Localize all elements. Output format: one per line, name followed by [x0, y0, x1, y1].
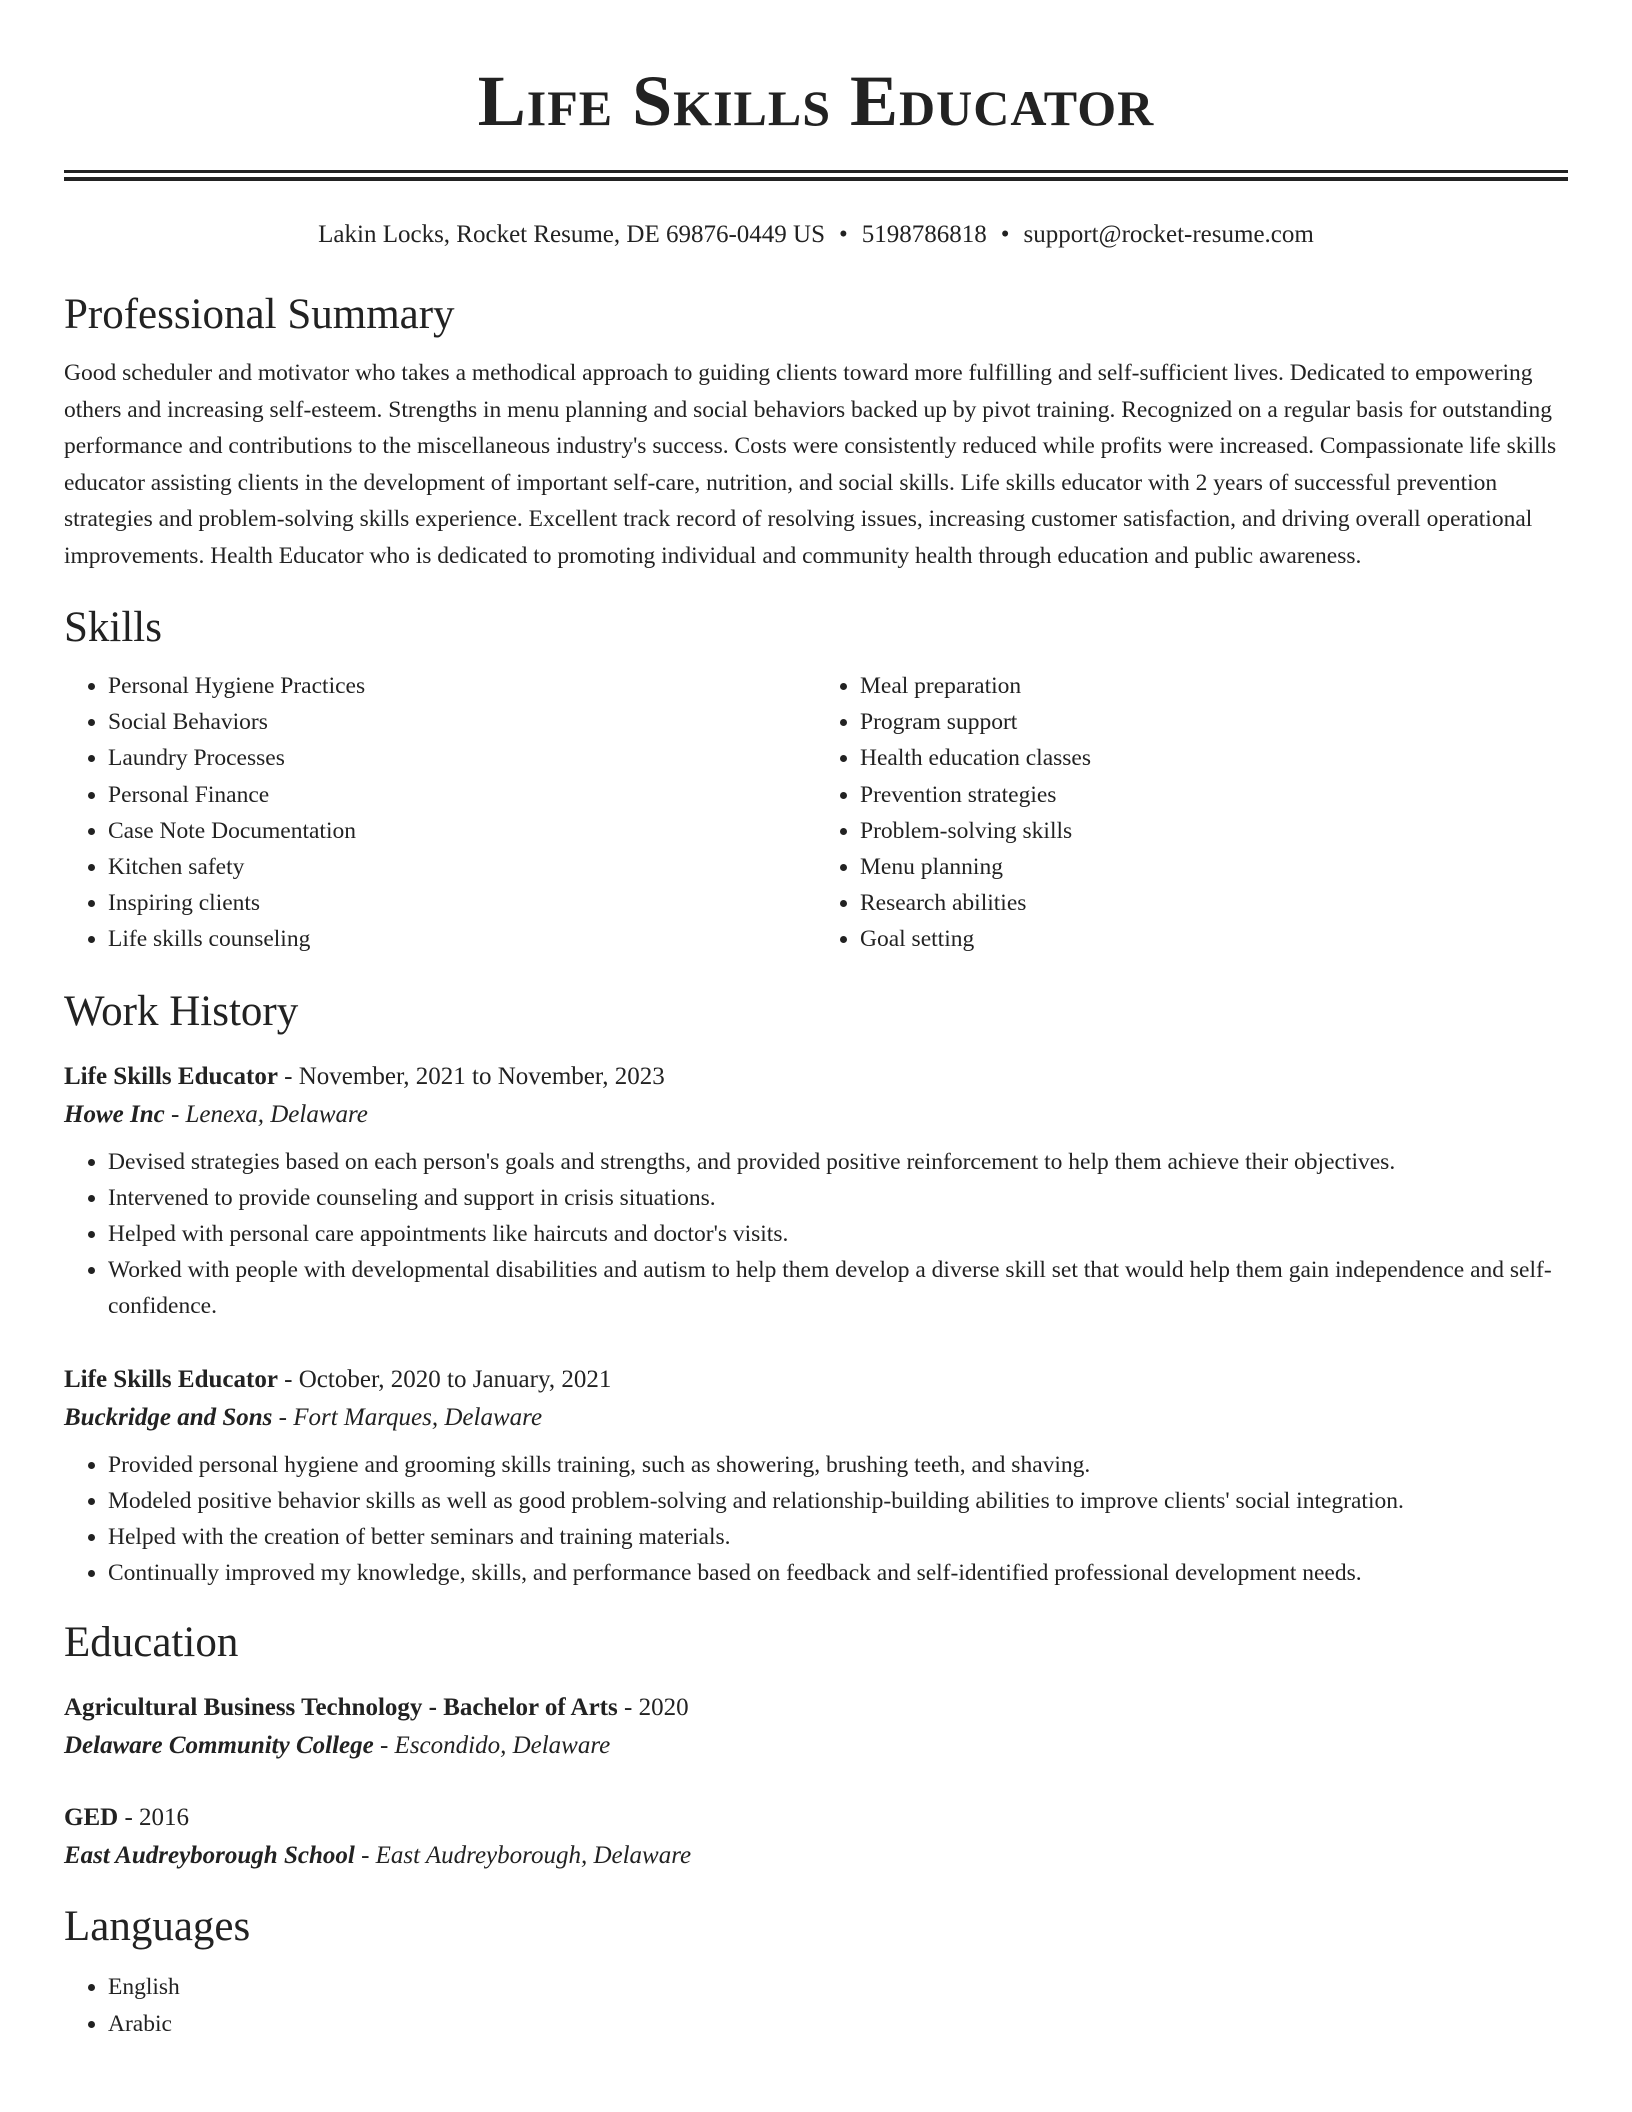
- job-entry: [64, 1058, 1568, 1325]
- education-degree-line: GED - 2016: [64, 1804, 190, 1832]
- work-history-heading: Work History: [64, 987, 299, 1035]
- education-degree-line: Agricultural Business Technology - Bachelor of Arts - 2020: [64, 1694, 689, 1722]
- contact-address: Lakin Locks, Rocket Resume, DE 69876-0449 US: [318, 221, 826, 248]
- job-bullet: • Modeled positive behavior skills as well as good problem-solving and relationship-building abilities to improve clients' social integration.: [108, 1483, 1568, 1519]
- language-item: • Arabic: [108, 2006, 1568, 2042]
- skills-list-left: [64, 668, 816, 958]
- job-bullet: • Devised strategies based on each person's goals and strengths, and provided positive reinforcement to help them achieve their objectives.: [108, 1144, 1568, 1180]
- contact-separator: •: [1000, 221, 1010, 248]
- education-heading: Education: [64, 1619, 239, 1667]
- contact-phone: 5198786818: [861, 221, 987, 248]
- skills-heading: Skills: [64, 604, 162, 651]
- skill-item: • Goal setting: [860, 921, 1568, 957]
- skill-item: • Menu planning: [860, 849, 1568, 885]
- job-dates: November, 2021 to November, 2023: [298, 1062, 665, 1090]
- job-company-line: Buckridge and Sons - Fort Marques, Delaware: [64, 1403, 543, 1431]
- job-location: Fort Marques, Delaware: [293, 1403, 543, 1431]
- skill-item: • Program support: [860, 704, 1568, 740]
- education-year: 2016: [139, 1804, 190, 1832]
- languages-list: [64, 1969, 1568, 2041]
- education-year: 2020: [638, 1694, 689, 1722]
- title-divider: [64, 170, 1568, 181]
- skill-item: • Research abilities: [860, 885, 1568, 921]
- job-dates: October, 2020 to January, 2021: [298, 1365, 612, 1393]
- education-entry: [64, 1799, 1568, 1875]
- resume-title: Life Skills Educator: [477, 61, 1155, 141]
- skill-item: • Personal Finance: [108, 777, 816, 813]
- job-bullet: • Continually improved my knowledge, skills, and performance based on feedback and self-identified professional development needs.: [108, 1555, 1568, 1591]
- job-bullets: [64, 1447, 1568, 1592]
- job-title-line: Life Skills Educator - November, 2021 to November, 2023: [64, 1062, 665, 1090]
- skill-item: • Problem-solving skills: [860, 813, 1568, 849]
- summary-text: Good scheduler and motivator who takes a methodical approach to guiding clients toward more fulfilling and self-sufficient lives. Dedicated to empowering others and increasing self-esteem. Strengths in menu planning and social behaviors backed up by pivot training. Recognized on a regular basis for outstanding performance and contributions to the miscellaneous industry's success. Costs were consistently reduced while profits were increased. Compassionate life skills educator assisting clients in the development of important self-care, nutrition, and social skills. Life skills educator with 2 years of successful prevention strategies and problem-solving skills experience. Excellent track record of resolving issues, increasing customer satisfaction, and driving overall operational improvements. Health Educator who is dedicated to promoting individual and community health through education and public awareness.: [64, 360, 1557, 569]
- contact-separator: •: [839, 221, 848, 248]
- education-school: East Audreyborough School: [64, 1842, 355, 1870]
- skill-item: • Personal Hygiene Practices: [108, 668, 816, 704]
- job-title-line: Life Skills Educator - October, 2020 to January, 2021: [64, 1365, 612, 1393]
- skill-item: • Health education classes: [860, 740, 1568, 776]
- languages-heading: Languages: [64, 1903, 251, 1951]
- skills-grid: [64, 668, 1568, 958]
- skill-item: • Case Note Documentation: [108, 813, 816, 849]
- job-bullet: • Provided personal hygiene and grooming skills training, such as showering, brushing teeth, and shaving.: [108, 1447, 1568, 1483]
- education-school-line: Delaware Community College - Escondido, Delaware: [64, 1732, 611, 1760]
- skill-item: • Social Behaviors: [108, 704, 816, 740]
- job-company-line: Howe Inc - Lenexa, Delaware: [64, 1100, 368, 1128]
- job-title: Life Skills Educator: [64, 1365, 278, 1393]
- job-entry: [64, 1361, 1568, 1592]
- contact-email: support@rocket-resume.com: [1023, 221, 1314, 248]
- skill-item: • Inspiring clients: [108, 885, 816, 921]
- job-bullet: • Helped with the creation of better seminars and training materials.: [108, 1519, 1568, 1555]
- job-company: Buckridge and Sons: [64, 1403, 273, 1431]
- skills-list-right: [816, 668, 1568, 958]
- contact-line: [64, 217, 1568, 253]
- job-title: Life Skills Educator: [64, 1062, 278, 1090]
- education-school-line: East Audreyborough School - East Audreyborough, Delaware: [64, 1842, 692, 1870]
- education-school: Delaware Community College: [64, 1732, 374, 1760]
- language-item: • English: [108, 1969, 1568, 2005]
- job-bullet: • Worked with people with developmental disabilities and autism to help them develop a diverse skill set that would help them gain independence and self-confidence.: [108, 1252, 1568, 1324]
- education-degree: GED: [64, 1804, 119, 1832]
- education-degree: Agricultural Business Technology - Bachelor of Arts: [64, 1694, 618, 1722]
- education-entry: [64, 1689, 1568, 1765]
- skill-item: • Kitchen safety: [108, 849, 816, 885]
- job-bullet: • Intervened to provide counseling and support in crisis situations.: [108, 1180, 1568, 1216]
- education-location: East Audreyborough, Delaware: [375, 1842, 692, 1870]
- summary-heading: Professional Summary: [64, 291, 455, 338]
- skill-item: • Life skills counseling: [108, 921, 816, 957]
- job-bullet: • Helped with personal care appointments like haircuts and doctor's visits.: [108, 1216, 1568, 1252]
- job-bullets: [64, 1144, 1568, 1325]
- education-location: Escondido, Delaware: [394, 1732, 611, 1760]
- skill-item: • Laundry Processes: [108, 740, 816, 776]
- job-location: Lenexa, Delaware: [185, 1100, 368, 1128]
- job-company: Howe Inc: [64, 1100, 165, 1128]
- skill-item: • Meal preparation: [860, 668, 1568, 704]
- skill-item: • Prevention strategies: [860, 777, 1568, 813]
